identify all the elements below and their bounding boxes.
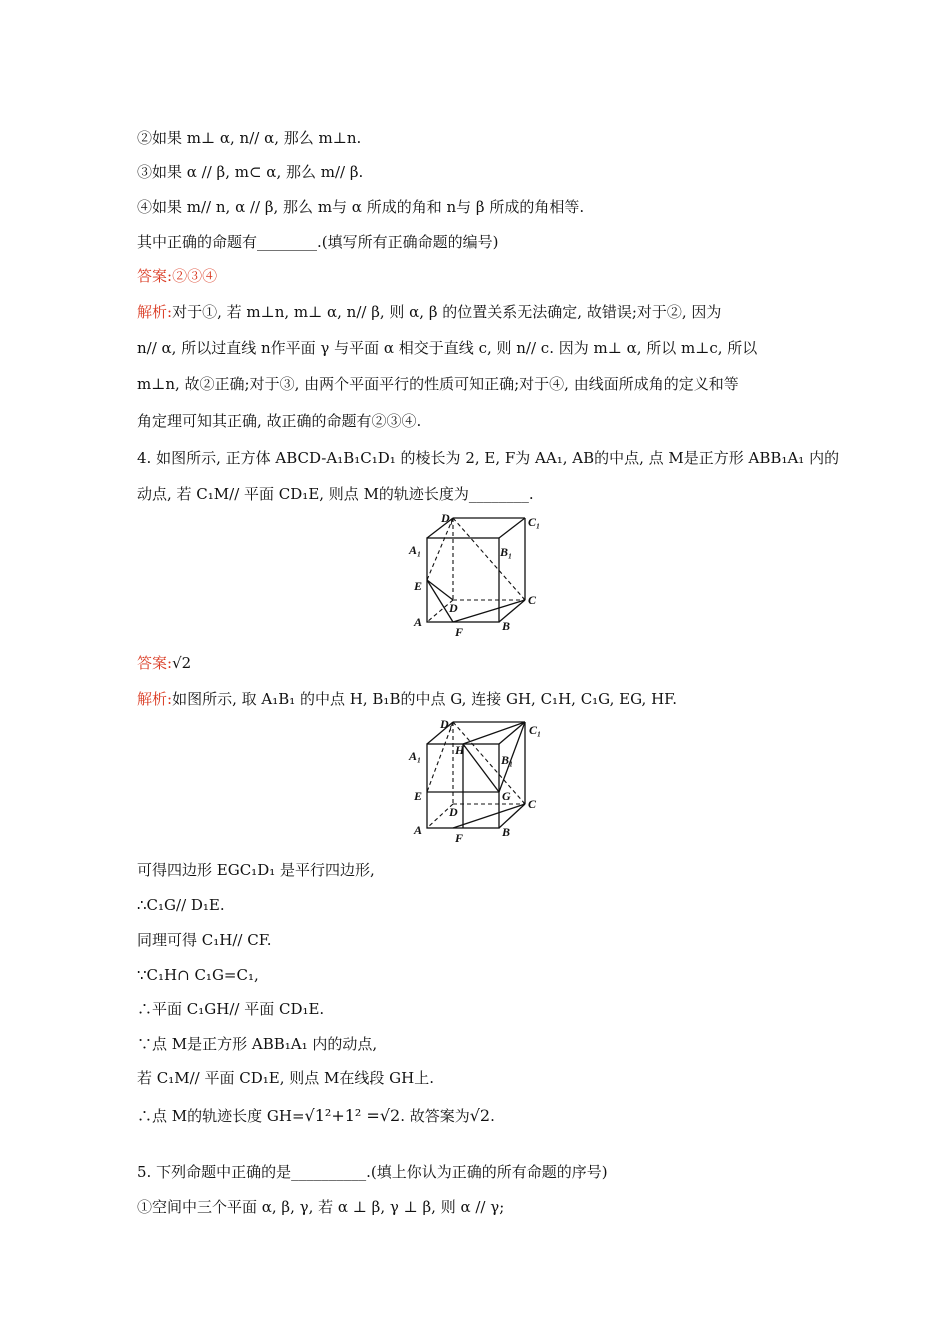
length-text: ∴点 M的轨迹长度 GH= xyxy=(137,1107,305,1125)
text-line-2: ③如果 α // β, m⊂ α, 那么 m// β. xyxy=(137,163,364,181)
fig1-label-A1: A₁ xyxy=(409,543,422,557)
solution-line-7: 若 C₁M// 平面 CD₁E, 则点 M在线段 GH上. xyxy=(137,1069,434,1087)
text-line-1: ②如果 m⊥ α, n// α, 那么 m⊥n. xyxy=(137,129,362,147)
analysis-text-2: 如图所示, 取 A₁B₁ 的中点 H, B₁B的中点 G, 连接 GH, C₁H, C₁G, EG, HF. xyxy=(172,690,678,708)
question-5-line-1: 5. 下列命题中正确的是__________.(填上你认为正确的所有命题的序号) xyxy=(137,1163,608,1181)
fig2-label-B: B xyxy=(502,825,511,839)
length-formula: √1²+1² =√2 xyxy=(304,1106,401,1125)
analysis-label: 解析: xyxy=(137,303,173,321)
answer-line-1 xyxy=(137,266,217,286)
analysis-label-2: 解析: xyxy=(137,690,173,708)
fig1-label-A: A xyxy=(414,615,423,629)
fig2-label-D1: D₁ xyxy=(440,717,453,731)
question-5-line-2: ①空间中三个平面 α, β, γ, 若 α ⊥ β, γ ⊥ β, 则 α // γ; xyxy=(137,1198,505,1216)
answer-label: 答案: xyxy=(137,267,173,285)
analysis-line-3: m⊥n, 故②正确;对于③, 由两个平面平行的性质可知正确;对于④, 由线面所成角的定义和等 xyxy=(137,375,739,393)
answer-value: ②③④ xyxy=(172,267,218,285)
fig2-label-B1: B₁ xyxy=(501,753,514,767)
fig1-label-E: E xyxy=(414,579,423,593)
fig2-label-C1: C₁ xyxy=(529,723,542,737)
solution-line-4: ∵C₁H∩ C₁G=C₁, xyxy=(137,966,259,984)
solution-line-2: ∴C₁G// D₁E. xyxy=(137,896,225,914)
fig2-label-A1: A₁ xyxy=(409,749,422,763)
analysis-line-4: 角定理可知其正确, 故正确的命题有②③④. xyxy=(137,412,422,430)
fig1-label-B1: B₁ xyxy=(500,545,513,559)
fig1-label-C1: C₁ xyxy=(528,515,541,529)
cube-figure-2 xyxy=(405,712,555,851)
fig1-label-B: B xyxy=(502,619,511,633)
analysis-line-1 xyxy=(137,302,721,322)
fig2-label-G: G xyxy=(502,789,511,803)
answer-label-2: 答案: xyxy=(137,654,173,672)
solution-line-1: 可得四边形 EGC₁D₁ 是平行四边形, xyxy=(137,861,375,879)
question-4-line-1: 4. 如图所示, 正方体 ABCD-A₁B₁C₁D₁ 的棱长为 2, E, F为 AA₁, AB的中点, 点 M是正方形 ABB₁A₁ 内的 xyxy=(137,449,840,467)
answer-value-2: √2 xyxy=(172,654,192,672)
fig1-label-C: C xyxy=(528,593,537,607)
fig1-label-D: D xyxy=(449,601,458,615)
fig2-label-H: H xyxy=(455,743,465,757)
answer-line-2 xyxy=(137,653,191,673)
solution-line-8 xyxy=(137,1106,495,1126)
question-4-line-2: 动点, 若 C₁M// 平面 CD₁E, 则点 M的轨迹长度为________. xyxy=(137,485,534,503)
cube-figure-1 xyxy=(405,508,555,647)
fig2-label-D: D xyxy=(449,805,458,819)
analysis-text: 对于①, 若 m⊥n, m⊥ α, n// β, 则 α, β 的位置关系无法确定, 故错误;对于②, 因为 xyxy=(172,303,722,321)
fig2-label-A: A xyxy=(414,823,423,837)
answer-phrase: . 故答案为 xyxy=(400,1107,470,1125)
text-line-3: ④如果 m// n, α // β, 那么 m与 α 所成的角和 n与 β 所成的角相等. xyxy=(137,198,585,216)
fig1-label-D1: D₁ xyxy=(441,511,454,525)
solution-line-6: ∵点 M是正方形 ABB₁A₁ 内的动点, xyxy=(137,1035,378,1053)
solution-line-5: ∴平面 C₁GH// 平面 CD₁E. xyxy=(137,1000,325,1018)
solution-line-3: 同理可得 C₁H// CF. xyxy=(137,931,272,949)
final-period: . xyxy=(490,1107,495,1125)
text-line-4: 其中正确的命题有________.(填写所有正确命题的编号) xyxy=(137,233,499,251)
fig2-label-F: F xyxy=(455,831,464,845)
fig1-label-F: F xyxy=(455,625,464,639)
analysis-line-2: n// α, 所以过直线 n作平面 γ 与平面 α 相交于直线 c, 则 n// c. 因为 m⊥ α, 所以 m⊥c, 所以 xyxy=(137,339,758,357)
fig2-label-E: E xyxy=(414,789,423,803)
fig2-label-C: C xyxy=(528,797,537,811)
final-answer: √2 xyxy=(469,1106,491,1125)
analysis-line-5 xyxy=(137,689,677,709)
